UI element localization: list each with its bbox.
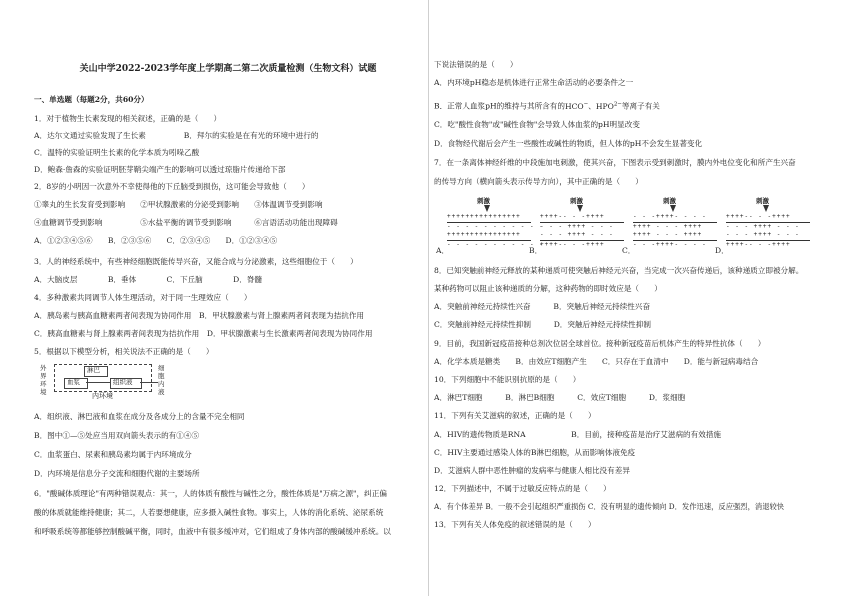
- question-line: 10．下列细胞中不能识别抗原的是（ ）: [434, 375, 581, 384]
- option-line: ④血糖调节受到影响 ⑤水盐平衡的调节受到影响 ⑥言语活动功能出现障碍: [34, 218, 338, 227]
- column-divider: [428, 0, 429, 596]
- question-line: 9．目前，我国新冠疫苗接种总剂次位居全球首位。接种新冠疫苗后机体产生的特异性抗体（ ）: [434, 339, 766, 348]
- question-line: 6．"酸碱体质理论"有两种错误观点：其一，人的体质有酸性与碱性之分，酸性体质是"万病之源"，纠正偏: [34, 489, 387, 498]
- separator: 、: [588, 101, 596, 111]
- option-line: A．组织液、淋巴液和血浆在成分及各成分上的含量不完全相同: [34, 412, 245, 421]
- question-line: 酸的体质就能维持健康；其二，人若要想健康，应多摄入碱性食物。事实上，人体的消化系统、泌尿系统: [34, 508, 384, 517]
- figure-letter-c: C．: [622, 246, 636, 255]
- section-heading: 一、单选题（每题2分，共60分）: [34, 95, 149, 104]
- option-line: ①睾丸的生长发育受到影响 ②甲状腺激素的分泌受到影响 ③体温调节受到影响: [34, 200, 323, 209]
- option-line: A．①②③④⑤⑥ B．②③⑤⑥ C．②③④⑤ D．①②③④⑤: [34, 236, 278, 245]
- outer-env-label: 外界环境: [40, 364, 47, 396]
- figure-letter-d: D．: [715, 246, 729, 255]
- ion-hco3: HCO−: [564, 101, 589, 111]
- ion-hpo4: $HPO^{2-}$: [595, 101, 622, 111]
- option-line: C．HIV主要通过感染人体的B淋巴细胞，从而影响体液免疫: [434, 448, 636, 457]
- option-line: B．图中①—⑤处应当用双向箭头表示的有①④⑤: [34, 431, 200, 440]
- stimulus-arrow: [763, 205, 769, 212]
- option-line: A．HIV的遗传物质是RNA B．目前，接种疫苗是治疗艾滋病的有效措施: [434, 430, 722, 439]
- question-line: 13．下列有关人体免疫的叙述错误的是（ ）: [434, 520, 596, 529]
- lymph-label: 淋巴: [87, 366, 100, 374]
- nerve-figure-d: 刺激 ++++-- - -++++ - - - ++++ - - - - - - ++++ - - - ++++-- - -++++: [726, 196, 810, 252]
- plasma-label: 血浆: [67, 378, 80, 386]
- option-line: A．有个体差异 B．一般不会引起组织严重损伤 C．没有明显的遗传倾向 D．发作迅速，反应强烈，消退较快: [434, 502, 785, 511]
- option-line: C．吃"酸性食物"或"碱性食物"会导致人体血浆的pH明显改变: [434, 120, 640, 129]
- stimulus-label: 刺激: [663, 197, 676, 205]
- question-line: 7．在一条离体神经纤维的中段施加电刺激，使其兴奋，下图表示受到刺激时，膜内外电位变化和所产生兴奋: [434, 158, 796, 167]
- option-line: D．内环境是信息分子交流和细胞代谢的主要场所: [34, 469, 200, 478]
- option-line: D．艾滋病人群中恶性肿瘤的发病率与健康人相比没有差异: [434, 466, 630, 475]
- stimulus-arrow: [484, 205, 490, 212]
- page-title: 关山中学2022-2023学年度上学期高二第二次质量检测（生物文科）试题: [79, 64, 377, 74]
- stimulus-label: 刺激: [477, 197, 490, 205]
- nerve-figure-b: 刺激 ++++-- - -++++ - - - ++++ - - - - - - ++++ - - - ++++-- - -++++: [540, 196, 624, 252]
- question-line: 2．8岁的小明因一次意外不幸使得他的下丘脑受到损伤，这可能会导致他（ ）: [34, 182, 310, 191]
- option-line: [434, 99, 660, 112]
- stimulus-arrow: [670, 205, 676, 212]
- stimulus-label: 刺激: [756, 197, 769, 205]
- question-line: 8．已知突触前神经元释放的某种递质可使突触后神经元兴奋，当完成一次兴奋传递后，该种递质立即被分解。: [434, 266, 804, 275]
- option-line: C．突触前神经元持续性抑制 D．突触后神经元持续性抑制: [434, 320, 651, 329]
- option-line: A．化学本质是糖类 B．由效应T细胞产生 C．只存在于血清中 D．能与新冠病毒结合: [434, 357, 759, 366]
- option-line: A．大脑皮层 B．垂体 C．下丘脑 D．脊髓: [34, 275, 262, 284]
- option-line: C．血浆蛋白、尿素和胰岛素均属于内环境成分: [34, 450, 192, 459]
- option-line: C．胰高血糖素与肾上腺素两者间表现为拮抗作用 D．甲状腺激素与生长激素两者间表现为协同作用: [34, 329, 373, 338]
- question-line: 12．下列描述中，不属于过敏反应特点的是（ ）: [434, 484, 611, 493]
- option-line: D．鲍森·詹森的实验证明胚芽鞘尖端产生的影响可以透过琼脂片传递给下部: [34, 165, 286, 174]
- arrow-line: [140, 382, 158, 383]
- tissue-fluid-label: 组织液: [113, 378, 133, 386]
- option-line: C．温特的实验证明生长素的化学本质为吲哚乙酸: [34, 148, 200, 157]
- option-line: A．达尔文通过实验发现了生长素 B．拜尔的实验是在有光的环境中进行的: [34, 131, 319, 140]
- option-text-tail: 等离子有关: [621, 101, 660, 111]
- question-line: 某种药物可以阻止该种递质的分解，这种药物的即时效应是（ ）: [434, 284, 662, 293]
- option-line: A．内环境pH稳态是机体进行正常生命活动的必要条件之一: [434, 78, 634, 87]
- option-text: B．正常人血浆pH的维持与其所含有的: [434, 101, 565, 111]
- question-line: 3．人的神经系统中，有些神经细胞既能传导兴奋，又能合成与分泌激素，这些细胞位于（ ）: [34, 257, 358, 266]
- question-line: 的传导方向（横向箭头表示传导方向），其中正确的是（ ）: [434, 177, 643, 186]
- nerve-figure-c: 刺激 - - -++++- - - - ++++ - - - ++++ ++++ - - - ++++ - - -++++- - - -: [633, 196, 717, 252]
- nerve-figure-a: 刺激 ++++++++++++++++ - - - - - - - - - - - ++++++++++++++++ - - - - - - - - - - -: [447, 197, 544, 248]
- question-line: 和呼吸系统等都能够控制酸碱平衡，同时，血液中有很多缓冲对，它们组成了身体内部的酸碱缓冲系统。以: [34, 527, 391, 536]
- internal-environment-diagram: [40, 362, 190, 402]
- option-line: A．突触前神经元持续性兴奋 B．突触后神经元持续性兴奋: [434, 302, 651, 311]
- option-line: D．食物经代谢后会产生一些酸性或碱性的物质，但人体的pH不会发生显著变化: [434, 139, 703, 148]
- arrow-line: [86, 382, 110, 383]
- inner-env-label: 内环境: [92, 392, 113, 400]
- question-line: 下说法错误的是（ ）: [434, 60, 518, 69]
- question-line: 5．根据以下模型分析，相关说法不正确的是（ ）: [34, 347, 214, 356]
- option-line: A．胰岛素与胰高血糖素两者间表现为协同作用 B．甲状腺激素与肾上腺素两者间表现为拮抗作用: [34, 311, 364, 320]
- figure-letter-a: A．: [436, 246, 450, 255]
- question-line: 1．对于植物生长素发现的相关叙述，正确的是（ ）: [34, 114, 222, 123]
- option-line: A．淋巴T细胞 B．淋巴B细胞 C．效应T细胞 D．浆细胞: [434, 393, 686, 402]
- question-line: 11．下列有关艾滋病的叙述，正确的是（ ）: [434, 411, 596, 420]
- question-line: 4．多种激素共同调节人体生理活动，对于同一生理效应（ ）: [34, 293, 252, 302]
- intracellular-label: 细胞内液: [158, 364, 165, 396]
- stimulus-label: 刺激: [570, 197, 583, 205]
- stimulus-arrow: [577, 205, 583, 212]
- figure-letter-b: B．: [529, 246, 543, 255]
